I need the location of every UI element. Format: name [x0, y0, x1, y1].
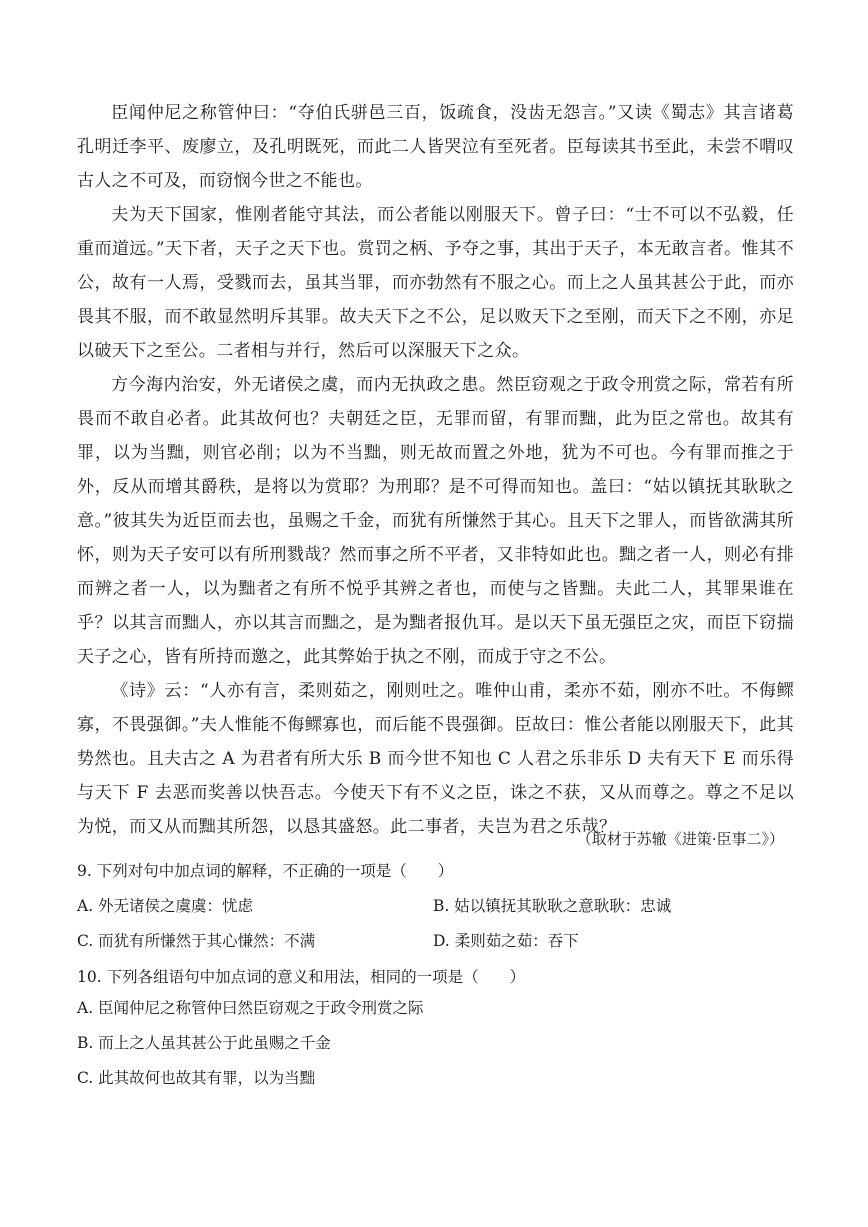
passage-paragraph-2 [77, 198, 794, 368]
paragraph-text: 夫为天下国家，惟刚者能守其法，而公者能以刚服天下。曾子曰：“士不可以不弘毅，任重而道远。”天下者，天子之天下也。赏罚之柄、予夺之事，其出于天子，本无敢言者。惟其不公，故有一人焉，受戮而去，虽其当罪，而亦勃然有不服之心。而上之人虽其甚公于此，而亦畏其不服，而不敢显然明斥其罪。故夫天下之不公，足以败天下之至刚，而天下之不刚，亦足以破天下之至公。二者相与并行，然后可以深服天下之众。 [77, 205, 794, 361]
paragraph-text: 《诗》云：“人亦有言，柔则茹之，刚则吐之。唯仲山甫，柔亦不茹，刚亦不吐。不侮鳏寡，不畏强御。”夫人惟能不侮鳏寡也，而后能不畏强御。臣故曰：惟公者能以刚服天下，此其势然也。且夫古之 A 为君者有所大乐 B 而今世不知也 C 人君之乐非乐 D 夫有天下 E 而乐得与天下 F 去恶而奖善以快吾志。今使天下有不义之臣，诛之不获，又从而尊之。尊之不足以为悦，而又从而黜其所怨，以恳其盛怒。此二事者，夫岂为君之乐哉？ [77, 681, 794, 837]
passage-paragraph-4 [77, 674, 794, 844]
classical-chinese-passage [77, 96, 794, 844]
question-10-option-c[interactable]: C. 此其故何也故其有罪，以为当黜 [77, 1069, 316, 1087]
paragraph-text: 方今海内治安，外无诸侯之虞，而内无执政之患。然臣窃观之于政令刑赏之际，常若有所畏而不敢自必者。此其故何也？夫朝廷之臣，无罪而留，有罪而黜，此为臣之常也。故其有罪，以为当黜，则官必削；以为不当黜，则无故而置之外地，犹为不可也。今有罪而推之于外，反从而增其爵秩，是将以为赏耶？为刑耶？是不可得而知也。盖曰：“姑以镇抚其耿耿之意。”彼其失为近臣而去也，虽赐之千金，而犹有所慊然于其心。且天下之罪人，而皆欲满其所怀，则为天子安可以有所刑戮哉？然而事之所不平者，又非特如此也。黜之者一人，则必有排而辨之者一人，以为黜者之有所不悦乎其辨之者也，而使与之皆黜。夫此二人，其罪果谁在乎？以其言而黜人，亦以其言而黜之，是为黜者报仇耳。是以天下虽无强臣之灾，而臣下窃揣天子之心，皆有所持而邀之，此其弊始于执之不刚，而成于守之不公。 [77, 375, 794, 667]
question-9-option-a[interactable]: A. 外无诸侯之虞虞：忧虑 [77, 897, 254, 915]
question-9-stem: 9. 下列对句中加点词的解释，不正确的一项是（ ） [77, 862, 454, 880]
paragraph-text: 臣闻仲尼之称管仲曰：“夺伯氏骈邑三百，饭疏食，没齿无怨言。”又读《蜀志》其言诸葛孔明迁李平、废廖立，及孔明既死，而此二人皆哭泣有至死者。臣每读其书至此，未尝不喟叹古人之不可及，而窃悯今世之不能也。 [77, 103, 794, 191]
passage-source: （取材于苏辙《进策·臣事二》） [576, 830, 784, 848]
question-10-stem: 10. 下列各组语句中加点词的意义和用法，相同的一项是（ ） [77, 968, 526, 986]
passage-paragraph-3 [77, 368, 794, 674]
question-9-option-c[interactable]: C. 而犹有所慊然于其心慊然：不满 [77, 932, 316, 950]
question-10-option-b[interactable]: B. 而上之人虽其甚公于此虽赐之千金 [77, 1034, 331, 1052]
passage-paragraph-1 [77, 96, 794, 198]
question-10-option-a[interactable]: A. 臣闻仲尼之称管仲曰然臣窃观之于政令刑赏之际 [77, 999, 424, 1017]
question-9-option-d[interactable]: D. 柔则茹之茹：吞下 [433, 932, 579, 950]
question-9-option-b[interactable]: B. 姑以镇抚其耿耿之意耿耿：忠诚 [433, 897, 672, 915]
